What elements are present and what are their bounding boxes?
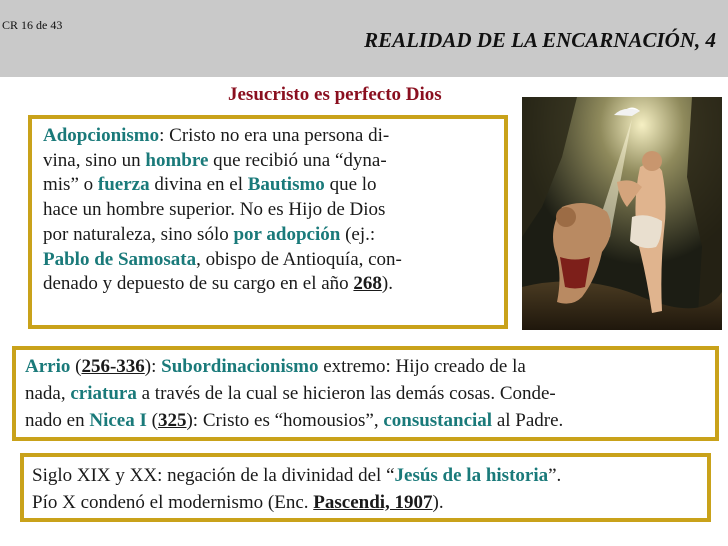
text-line <box>25 380 715 407</box>
header-bar <box>0 0 728 77</box>
adopcionismo-box <box>28 115 508 329</box>
text-run: ”. <box>548 465 562 486</box>
text-run: que lo <box>324 174 377 196</box>
text-run: al Padre. <box>492 410 564 431</box>
text-run: denado y depuesto de su cargo en el año <box>43 273 354 295</box>
years-256-336: 256-336 <box>81 356 145 377</box>
text-run: que recibió una “dyna- <box>208 149 387 171</box>
text-run: ). <box>381 273 393 295</box>
text-run: Pío X condenó el modernismo (Enc. <box>32 492 314 513</box>
text-run: vina, sino un <box>43 149 146 171</box>
text-line <box>25 407 715 434</box>
baptism-of-christ-painting <box>522 97 722 330</box>
modernismo-box <box>20 453 711 522</box>
year-325: 325 <box>157 410 187 431</box>
text-run: nada, <box>25 383 71 404</box>
term-jesus-de-la-historia: Jesús de la historia <box>394 465 549 486</box>
term-fuerza: fuerza <box>97 174 150 196</box>
text-run: ). <box>432 492 444 513</box>
term-por-adopcion: por adopción <box>233 223 341 245</box>
term-hombre: hombre <box>145 149 209 171</box>
text-line <box>43 272 504 297</box>
term-pablo-de-samosata: Pablo de Samosata <box>43 248 197 270</box>
text-run: mis” o <box>43 174 98 196</box>
text-run: ( <box>70 356 82 377</box>
term-subordinacionismo: Subordinacionismo <box>161 356 319 377</box>
text-run: ): <box>144 356 162 377</box>
term-consustancial: consustancial <box>383 410 493 431</box>
text-run: , obispo de Antioquía, con- <box>196 248 402 270</box>
slide-number: CR 16 de 43 <box>2 18 63 32</box>
text-line <box>43 149 504 174</box>
term-bautismo: Bautismo <box>247 174 325 196</box>
encyclical-pascendi: Pascendi, 1907 <box>313 492 433 513</box>
text-run: ( <box>146 410 158 431</box>
text-line <box>32 462 707 489</box>
text-line <box>43 223 504 248</box>
year-268: 268 <box>353 273 382 295</box>
term-nicea-i: Nicea I <box>89 410 147 431</box>
text-line <box>32 489 707 516</box>
text-run: nado en <box>25 410 90 431</box>
text-run: divina en el <box>149 174 248 196</box>
text-line <box>43 198 504 223</box>
text-run: (ej.: <box>340 223 376 245</box>
text-line <box>25 353 715 380</box>
text-run: : Cristo no era una persona di- <box>159 125 390 146</box>
text-line <box>43 248 504 273</box>
slide-title: REALIDAD DE LA ENCARNACIÓN, 4 <box>364 28 716 52</box>
text-run: a través de la cual se hicieron las demás cosas. Conde- <box>136 383 556 404</box>
text-run: hace un hombre superior. No es Hijo de Dios <box>43 199 386 221</box>
text-run: extremo: Hijo creado de la <box>318 356 526 377</box>
text-run: ): Cristo es “homousios”, <box>186 410 384 431</box>
text-run: por naturaleza, sino sólo <box>43 223 234 245</box>
term-arrio: Arrio <box>25 356 71 377</box>
section-subtitle: Jesucristo es perfecto Dios <box>228 84 442 105</box>
term-adopcionismo: Adopcionismo <box>43 125 160 146</box>
text-line <box>43 124 504 149</box>
term-criatura: criatura <box>70 383 137 404</box>
text-line <box>43 173 504 198</box>
text-run: Siglo XIX y XX: negación de la divinidad del “ <box>32 465 395 486</box>
arrio-box <box>12 346 719 441</box>
